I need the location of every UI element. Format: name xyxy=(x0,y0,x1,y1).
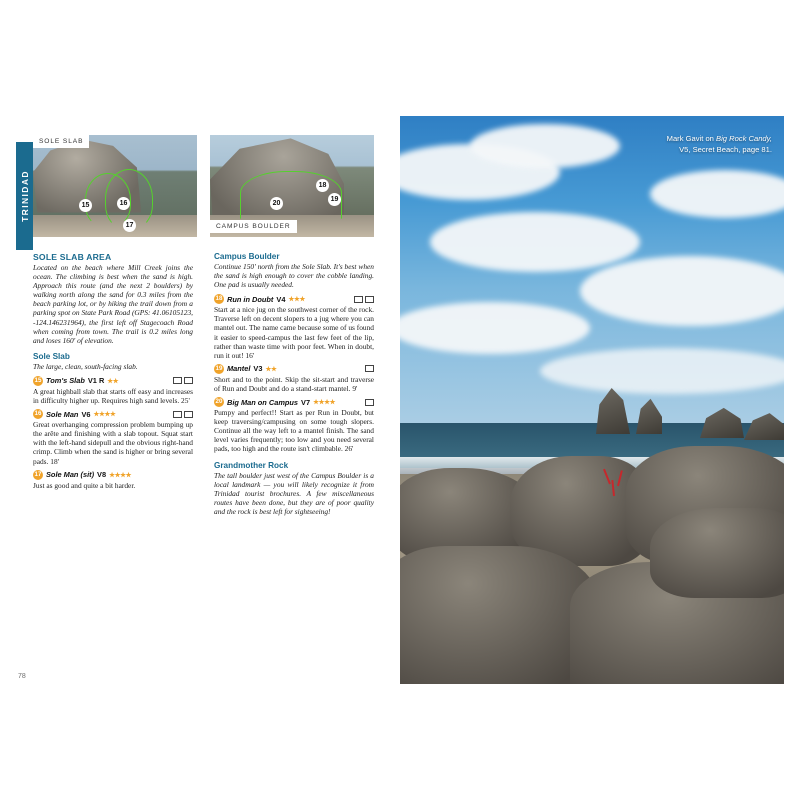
route-description: Short and to the point. Skip the sit-start and traverse of Run and Doubt and do a stand-start mantel. 9' xyxy=(214,374,374,393)
left-page xyxy=(16,116,388,684)
photo-credit-detail: V5, Secret Beach, page 81. xyxy=(679,144,772,154)
route-entry xyxy=(214,364,374,393)
photo-caption-campus-boulder: CAMPUS BOULDER xyxy=(210,220,297,233)
crash-pad-icon xyxy=(173,377,182,384)
route-grade: V6 xyxy=(81,409,91,419)
photo-credit xyxy=(582,134,772,155)
route-stars: ★★★ xyxy=(288,296,305,304)
route-description: Start at a nice jug on the southwest corner of the rock. Traverse left on decent slopers to a jug where you can mantel out. The name came because some of us found it easier to speed-campus the last few feet of the lip, rather than waste time with poor feet. When in doubt, run it out! 16' xyxy=(214,305,374,360)
sector-title-grandmother-rock: Grandmother Rock xyxy=(214,460,289,470)
route-heading xyxy=(33,470,193,480)
route-name: Run in Doubt xyxy=(227,294,274,304)
route-entry xyxy=(33,409,193,465)
route-heading xyxy=(214,294,374,304)
route-description: A great highball slab that starts off easy and increases in difficulty higher up. Requires high sand levels. 25' xyxy=(33,386,193,406)
route-entry xyxy=(214,294,374,360)
sector-blurb-grandmother-rock: The tall boulder just west of the Campus Boulder is a local landmark — you will likely recognize it from Trinidad tourist brochures. A few miscellaneous routes have been done, but they are of poor quality and the rock is best left for sightseeing! xyxy=(214,470,374,516)
area-intro: Located on the beach where Mill Creek joins the ocean. The climbing is best when the sand is high. Approach this route (and the next 2 boulders) by walking north along the sand for 0.3 miles from the beach parking lot, or by hiking the trail down from a parking spot on State Park Road (GPS: 41.06105123, -124.146231964), the first left off Stagecoach Road when coming from town. The trail is 0.2 miles long and loses 160' of elevation. xyxy=(33,263,193,345)
route-name: Sole Man xyxy=(46,409,79,419)
route-stars: ★★★★ xyxy=(313,399,336,407)
route-grade: V8 xyxy=(97,470,107,480)
route-number-badge: 17 xyxy=(34,470,42,478)
route-name: Sole Man (sit) xyxy=(46,470,95,480)
column-right xyxy=(214,252,374,521)
route-number-badge: 18 xyxy=(215,295,223,303)
chapter-tab xyxy=(16,142,33,250)
route-stars: ★★ xyxy=(107,377,119,385)
route-heading xyxy=(214,364,374,374)
pad-icons xyxy=(365,365,374,372)
route-grade: V4 xyxy=(276,294,286,304)
route-stars: ★★★★ xyxy=(109,471,132,479)
route-entry xyxy=(33,376,193,405)
photo-sole-slab xyxy=(33,135,197,237)
route-grade: V1 R xyxy=(87,376,105,386)
page-number: 78 xyxy=(18,673,26,680)
climber-figure xyxy=(607,468,629,496)
route-marker-16: 16 xyxy=(117,197,130,210)
crash-pad-icon xyxy=(365,296,374,303)
photo-credit-lead: Mark Gavit on xyxy=(666,134,716,143)
pad-icons xyxy=(173,411,193,418)
crash-pad-icon xyxy=(365,365,374,372)
route-description: Pumpy and perfect!! Start as per Run in Doubt, but keep traversing/campusing on some tough slopers. Continue all the way left to a mantel finish. The sand level varies frequently; too low and you need several pads, too high and the route isn't climbable. 26' xyxy=(214,408,374,454)
route-entry xyxy=(33,470,193,490)
cloud xyxy=(580,256,784,326)
text-columns xyxy=(33,252,374,672)
sector-blurb-sole-slab: The large, clean, south-facing slab. xyxy=(33,361,138,371)
sector-title-campus-boulder: Campus Boulder xyxy=(214,252,280,261)
route-stars: ★★ xyxy=(265,365,277,373)
crash-pad-icon xyxy=(365,399,374,406)
route-number-badge: 20 xyxy=(215,398,223,406)
cloud xyxy=(540,348,784,394)
route-overlay-line xyxy=(240,171,342,219)
route-stars: ★★★★ xyxy=(93,411,116,419)
route-marker-15: 15 xyxy=(79,199,92,212)
pad-icons xyxy=(173,377,193,384)
sector-title-sole-slab: Sole Slab xyxy=(33,351,70,361)
photo-caption-sole-slab: SOLE SLAB xyxy=(33,135,89,148)
crash-pad-icon xyxy=(184,377,193,384)
route-marker-19: 19 xyxy=(328,193,341,206)
route-grade: V7 xyxy=(301,397,311,407)
foreground-boulder xyxy=(650,508,784,598)
crash-pad-icon xyxy=(354,296,363,303)
area-title: SOLE SLAB AREA xyxy=(33,252,112,262)
route-number-badge: 19 xyxy=(215,364,223,372)
route-number-badge: 16 xyxy=(34,410,42,418)
route-name: Big Man on Campus xyxy=(227,397,299,407)
route-heading xyxy=(33,376,193,386)
route-name: Tom's Slab xyxy=(46,376,85,386)
route-description: Just as good and quite a bit harder. xyxy=(33,480,136,490)
route-number-badge: 15 xyxy=(34,376,42,384)
crash-pad-icon xyxy=(173,411,182,418)
route-description: Great overhanging compression problem bumping up the arête and finishing with a slab topout. Squat start with the left-hand sidepull and the obvious right-hand crimp. Climb when the sand is higher or bring several pads. 18' xyxy=(33,420,193,466)
crash-pad-icon xyxy=(184,411,193,418)
pad-icons xyxy=(365,399,374,406)
photo-credit-climb: Big Rock Candy, xyxy=(716,134,772,143)
route-heading xyxy=(214,397,374,407)
sector-blurb-campus-boulder: Continue 150' north from the Sole Slab. It's best when the sand is high enough to cover the cobble landing. One pad is usually needed. xyxy=(214,262,374,290)
route-name: Mantel xyxy=(227,364,251,374)
route-marker-20: 20 xyxy=(270,197,283,210)
route-heading xyxy=(33,409,193,419)
route-entry xyxy=(214,397,374,453)
route-marker-18: 18 xyxy=(316,179,329,192)
route-marker-17: 17 xyxy=(123,219,136,232)
route-grade: V3 xyxy=(253,364,263,374)
column-left xyxy=(33,252,193,490)
cloud xyxy=(430,212,640,272)
right-page-photo xyxy=(400,116,784,684)
chapter-tab-label: TRINIDAD xyxy=(19,170,30,222)
pad-icons xyxy=(354,296,374,303)
